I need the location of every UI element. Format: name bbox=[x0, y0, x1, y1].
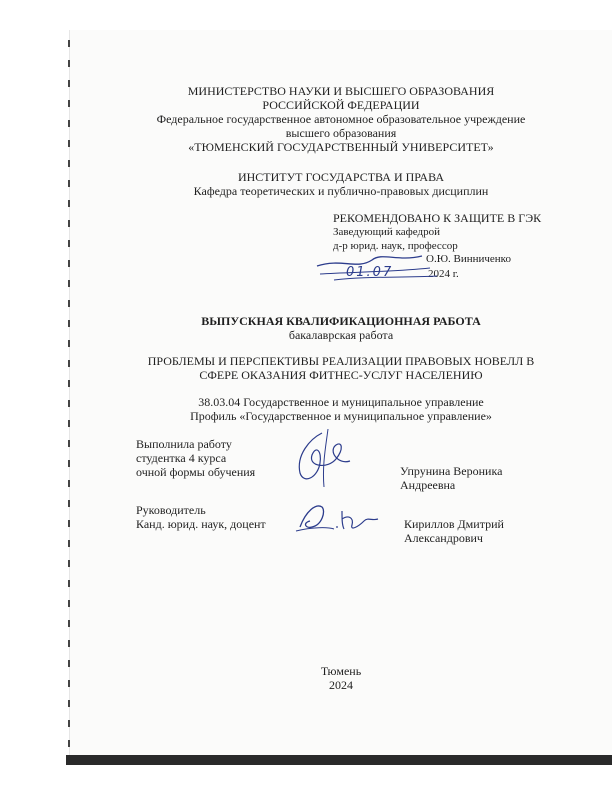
binding-ring bbox=[68, 460, 70, 467]
institution-line-1: Федеральное государственное автономное образовательное учреждение bbox=[156, 112, 526, 126]
binding-ring bbox=[68, 260, 70, 267]
binding-ring bbox=[68, 700, 70, 707]
work-title-line-1: ПРОБЛЕМЫ И ПЕРСПЕКТИВЫ РЕАЛИЗАЦИИ ПРАВОВЫХ НОВЕЛЛ В bbox=[147, 354, 535, 368]
supervisor-label-1: Руководитель bbox=[136, 503, 206, 517]
work-title-line-2: СФЕРЕ ОКАЗАНИЯ ФИТНЕС-УСЛУГ НАСЕЛЕНИЮ bbox=[199, 368, 483, 382]
binding-ring bbox=[68, 240, 70, 247]
author-label-2: студентка 4 курса bbox=[136, 451, 227, 465]
binding-ring bbox=[68, 160, 70, 167]
approval-title: РЕКОМЕНДОВАНО К ЗАЩИТЕ В ГЭК bbox=[333, 211, 542, 225]
binding-ring bbox=[68, 740, 70, 747]
specialty: 38.03.04 Государственное и муниципальное управление bbox=[198, 395, 484, 409]
head-signature bbox=[312, 238, 462, 288]
binding-ring bbox=[68, 600, 70, 607]
binding-ring bbox=[68, 560, 70, 567]
approval-role: Заведующий кафедрой bbox=[333, 226, 440, 238]
author-name-line-2: Андреевна bbox=[400, 478, 456, 492]
supervisor-name-line-1: Кириллов Дмитрий bbox=[404, 517, 504, 531]
approval-date-handwritten: 01.07 bbox=[346, 265, 394, 280]
university-name: «ТЮМЕНСКИЙ ГОСУДАРСТВЕННЫЙ УНИВЕРСИТЕТ» bbox=[188, 140, 494, 154]
binding-ring bbox=[68, 620, 70, 627]
binding-ring bbox=[68, 720, 70, 727]
approval-name: О.Ю. Винниченко bbox=[426, 253, 511, 265]
binding-ring bbox=[68, 540, 70, 547]
department-name: Кафедра теоретических и публично-правовых дисциплин bbox=[193, 184, 489, 198]
profile: Профиль «Государственное и муниципальное управление» bbox=[190, 409, 492, 423]
binding-ring bbox=[68, 280, 70, 287]
binding-ring bbox=[68, 580, 70, 587]
approval-degree: д-р юрид. наук, профессор bbox=[333, 240, 458, 252]
footer-year: 2024 bbox=[329, 678, 353, 692]
binding-ring bbox=[68, 500, 70, 507]
supervisor-label-2: Канд. юрид. наук, доцент bbox=[136, 517, 266, 531]
author-signature bbox=[282, 425, 362, 495]
binding-ring bbox=[68, 640, 70, 647]
work-subtype: бакалаврская работа bbox=[288, 328, 394, 342]
binding-ring bbox=[68, 520, 70, 527]
binding-ring bbox=[68, 60, 70, 67]
author-name-line-1: Упрунина Вероника bbox=[400, 464, 503, 478]
work-type: ВЫПУСКНАЯ КВАЛИФИКАЦИОННАЯ РАБОТА bbox=[201, 314, 481, 328]
ministry-line-1: МИНИСТЕРСТВО НАУКИ И ВЫСШЕГО ОБРАЗОВАНИЯ bbox=[187, 84, 495, 98]
binding-ring bbox=[68, 40, 70, 47]
supervisor-name-line-2: Александрович bbox=[404, 531, 483, 545]
binding-ring bbox=[68, 440, 70, 447]
author-label-3: очной формы обучения bbox=[136, 465, 256, 479]
institution-line-2: высшего образования bbox=[285, 126, 397, 140]
approval-year: 2024 г. bbox=[428, 268, 459, 280]
ministry-line-2: РОССИЙСКОЙ ФЕДЕРАЦИИ bbox=[262, 98, 420, 112]
binding-ring bbox=[68, 480, 70, 487]
binding-ring bbox=[68, 300, 70, 307]
page-bottom-edge bbox=[66, 755, 612, 765]
footer-city: Тюмень bbox=[320, 664, 362, 678]
supervisor-signature bbox=[292, 497, 392, 537]
binding-ring bbox=[68, 200, 70, 207]
author-label-1: Выполнила работу bbox=[136, 437, 232, 451]
institute-name: ИНСТИТУТ ГОСУДАРСТВА И ПРАВА bbox=[237, 170, 445, 184]
binding-ring bbox=[68, 220, 70, 227]
